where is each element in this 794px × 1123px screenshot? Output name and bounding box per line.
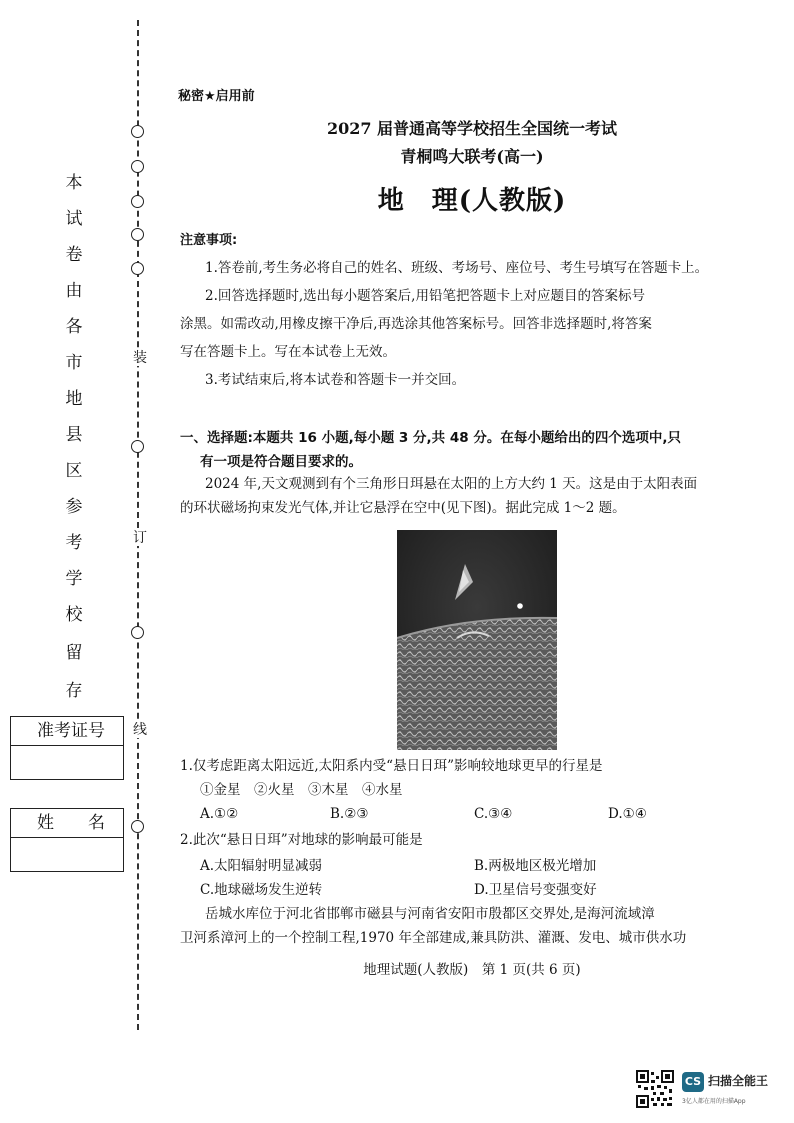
binding-hole xyxy=(131,195,144,208)
student-name-label: 姓 名 xyxy=(11,809,123,838)
q1-option-d[interactable]: D.①④ xyxy=(608,806,647,822)
margin-vertical-char: 各 xyxy=(65,317,83,337)
exam-id-field[interactable] xyxy=(11,745,123,779)
camscanner-name: 扫描全能王 xyxy=(708,1074,769,1088)
binding-hole xyxy=(131,160,144,173)
passage-line1: 岳城水库位于河北省邯郸市磁县与河南省安阳市殷都区交界处,是海河流域漳 xyxy=(205,906,655,922)
binding-hole xyxy=(131,125,144,138)
notice-item-3: 3.考试结束后,将本试卷和答题卡一并交回。 xyxy=(205,372,466,388)
section-heading-line2: 有一项是符合题目要求的。 xyxy=(200,454,362,470)
q2-option-a[interactable]: A.太阳辐射明显减弱 xyxy=(200,858,323,874)
q2-option-d[interactable]: D.卫星信号变强变好 xyxy=(474,882,597,898)
exam-id-label: 准考证号 xyxy=(11,717,123,746)
margin-vertical-char: 留 xyxy=(65,643,83,663)
binding-hole xyxy=(131,820,144,833)
notice-item-2-line3: 写在答题卡上。写在本试卷上无效。 xyxy=(180,344,396,360)
student-name-field[interactable] xyxy=(11,837,123,871)
binding-char: 订 xyxy=(133,530,147,546)
margin-vertical-char: 校 xyxy=(65,605,83,625)
student-name-box xyxy=(10,808,124,872)
camscanner-tagline: 3亿人都在用的扫描App xyxy=(682,1098,746,1105)
intro-line2: 的环状磁场拘束发光气体,并让它悬浮在空中(见下图)。据此完成 1～2 题。 xyxy=(180,500,626,516)
margin-vertical-char: 本 xyxy=(65,173,83,193)
exam-title: 2027 届普通高等学校招生全国统一考试 xyxy=(326,119,618,138)
q1-option-a[interactable]: A.①② xyxy=(200,806,239,822)
margin-vertical-char: 卷 xyxy=(65,245,83,265)
binding-hole xyxy=(131,440,144,453)
passage-line2: 卫河系漳河上的一个控制工程,1970 年全部建成,兼具防洪、灌溉、发电、城市供水功 xyxy=(180,930,687,946)
notice-item-2-line1: 2.回答选择题时,选出每小题答案后,用铅笔把答题卡上对应题目的答案标号 xyxy=(205,288,645,304)
margin-vertical-char: 考 xyxy=(65,533,83,553)
camscanner-logo-icon: CS xyxy=(682,1072,704,1092)
binding-char: 装 xyxy=(133,350,147,366)
margin-vertical-char: 学 xyxy=(65,569,83,589)
confidential-mark: 秘密★启用前 xyxy=(178,89,255,104)
notice-item-2-line2: 涂黑。如需改动,用橡皮擦干净后,再选涂其他答案标号。回答非选择题时,将答案 xyxy=(180,316,652,332)
qr-code-icon xyxy=(636,1070,674,1108)
binding-hole xyxy=(131,262,144,275)
q1-stem: 1.仅考虑距离太阳远近,太阳系内受“悬日日珥”影响较地球更早的行星是 xyxy=(180,758,603,774)
margin-vertical-char: 区 xyxy=(65,461,83,481)
q2-option-b[interactable]: B.两极地区极光增加 xyxy=(474,858,597,874)
exam-subtitle: 青桐鸣大联考(高一) xyxy=(400,147,544,166)
margin-vertical-char: 试 xyxy=(65,209,83,229)
margin-vertical-char: 市 xyxy=(65,353,83,373)
intro-line1: 2024 年,天文观测到有个三角形日珥悬在太阳的上方大约 1 天。这是由于太阳表面 xyxy=(205,476,698,492)
margin-vertical-char: 地 xyxy=(65,389,83,409)
q1-items: ①金星 ②火星 ③木星 ④水星 xyxy=(200,782,403,798)
section-heading-line1: 一、选择题:本题共 16 小题,每小题 3 分,共 48 分。在每小题给出的四个选项中,只 xyxy=(180,430,681,446)
binding-hole xyxy=(131,228,144,241)
q1-option-c[interactable]: C.③④ xyxy=(474,806,513,822)
exam-id-box xyxy=(10,716,124,780)
notice-heading: 注意事项: xyxy=(180,233,238,248)
q2-stem: 2.此次“悬日日珥”对地球的影响最可能是 xyxy=(180,832,423,848)
margin-vertical-char: 参 xyxy=(65,497,83,517)
q1-option-b[interactable]: B.②③ xyxy=(330,806,369,822)
margin-vertical-char: 县 xyxy=(65,425,83,445)
margin-vertical-char: 由 xyxy=(65,281,83,301)
notice-item-1: 1.答卷前,考生务必将自己的姓名、班级、考场号、座位号、考生号填写在答题卡上。 xyxy=(205,260,709,276)
margin-vertical-char: 存 xyxy=(65,681,83,701)
q2-option-c[interactable]: C.地球磁场发生逆转 xyxy=(200,882,323,898)
binding-char: 线 xyxy=(133,722,147,738)
binding-hole xyxy=(131,626,144,639)
solar-prominence-photo xyxy=(397,530,557,750)
subject-title: 地 理(人教版) xyxy=(377,186,567,216)
page-footer: 地理试题(人教版) 第 1 页(共 6 页) xyxy=(363,962,581,978)
